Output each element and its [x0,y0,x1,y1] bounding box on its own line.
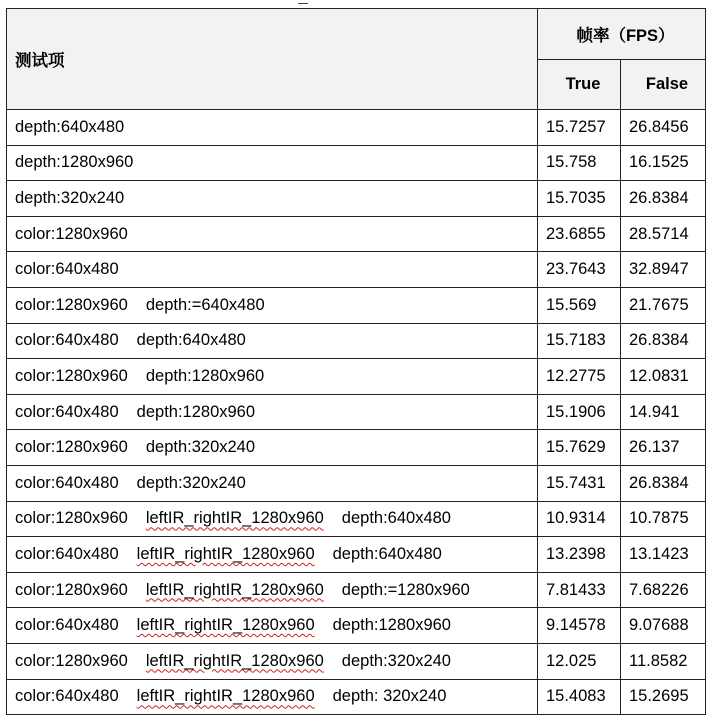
test-item-segment: depth:640x480 [15,117,125,136]
test-item-segment: leftIR_rightIR_1280x960 [145,651,324,670]
test-item-cell [7,608,538,644]
test-item-segment: color:640x480 [15,616,119,635]
table-row [7,145,706,181]
test-item-segment: depth:1280x960 [332,616,451,635]
test-item-segment: depth:320x240 [341,651,451,670]
test-item-segment: depth:320x240 [145,438,256,457]
test-item-segment: depth:1280x960 [145,366,265,385]
fps-true-cell: 15.1906 [538,394,621,430]
false-column-header: False [621,60,706,110]
fps-true-cell: 12.025 [538,643,621,679]
test-item-segment: color:1280x960 [15,295,128,314]
test-item-cell [7,216,538,252]
test-item-segment: depth:=640x480 [145,295,265,314]
table-row [7,181,706,217]
test-item-segment: depth:=1280x960 [341,580,470,599]
fps-false-cell: 15.2695 [621,679,706,715]
top-divider-mark [298,0,308,4]
fps-true-cell: 7.81433 [538,572,621,608]
test-item-cell [7,394,538,430]
table-row [7,643,706,679]
fps-true-cell: 12.2775 [538,359,621,395]
test-item-segment: color:1280x960 [15,224,128,243]
table-row [7,501,706,537]
fps-true-cell: 10.9314 [538,501,621,537]
test-item-cell [7,252,538,288]
table-row [7,608,706,644]
fps-false-cell: 26.8384 [621,323,706,359]
test-item-cell [7,181,538,217]
table-row [7,465,706,501]
fps-true-cell: 15.7183 [538,323,621,359]
table-row [7,572,706,608]
fps-true-cell: 23.7643 [538,252,621,288]
fps-false-cell: 10.7875 [621,501,706,537]
test-item-cell [7,430,538,466]
test-item-segment: leftIR_rightIR_1280x960 [136,544,315,563]
fps-true-cell: 23.6855 [538,216,621,252]
table-row [7,252,706,288]
fps-false-cell: 16.1525 [621,145,706,181]
table-row [7,430,706,466]
test-item-cell [7,359,538,395]
test-item-segment: depth:640x480 [332,544,442,563]
fps-false-cell: 26.8384 [621,465,706,501]
table-header-row [7,9,706,60]
fps-false-cell: 12.0831 [621,359,706,395]
fps-false-cell: 28.5714 [621,216,706,252]
test-item-segment: leftIR_rightIR_1280x960 [145,509,324,528]
fps-true-cell: 15.569 [538,287,621,323]
test-item-segment: color:640x480 [15,544,119,563]
fps-false-cell: 9.07688 [621,608,706,644]
table-row [7,110,706,146]
true-column-header: True [538,60,621,110]
fps-false-cell: 13.1423 [621,537,706,573]
fps-true-cell: 15.7431 [538,465,621,501]
test-item-segment: color:1280x960 [15,580,128,599]
test-item-segment: depth:640x480 [136,331,246,350]
fps-results-table [6,8,706,715]
test-item-cell [7,145,538,181]
test-item-segment: leftIR_rightIR_1280x960 [136,616,315,635]
test-item-segment: depth:640x480 [341,509,451,528]
fps-false-cell: 32.8947 [621,252,706,288]
fps-true-cell: 9.14578 [538,608,621,644]
test-item-segment: leftIR_rightIR_1280x960 [145,580,324,599]
item-column-header: 测试项 [7,9,538,110]
test-item-segment: depth:1280x960 [15,153,134,172]
table-row [7,679,706,715]
fps-true-cell: 15.7629 [538,430,621,466]
test-item-cell [7,537,538,573]
test-item-cell [7,643,538,679]
test-item-segment: color:1280x960 [15,509,128,528]
fps-true-cell: 15.7035 [538,181,621,217]
fps-false-cell: 26.8384 [621,181,706,217]
test-item-segment: color:640x480 [15,402,119,421]
table-row [7,323,706,359]
test-item-segment: color:1280x960 [15,438,128,457]
fps-true-cell: 15.7257 [538,110,621,146]
fps-true-cell: 15.758 [538,145,621,181]
test-item-segment: color:640x480 [15,473,119,492]
test-item-segment: depth:320x240 [15,188,125,207]
test-item-segment: color:1280x960 [15,651,128,670]
fps-false-cell: 14.941 [621,394,706,430]
fps-column-header: 帧率（FPS） [538,9,706,60]
table-row [7,287,706,323]
test-item-segment: leftIR_rightIR_1280x960 [136,687,315,706]
test-item-segment: color:1280x960 [15,366,128,385]
fps-false-cell: 26.137 [621,430,706,466]
test-item-cell [7,679,538,715]
test-item-cell [7,287,538,323]
test-item-cell [7,110,538,146]
test-item-segment: depth:320x240 [136,473,246,492]
fps-true-cell: 15.4083 [538,679,621,715]
table-row [7,394,706,430]
fps-false-cell: 21.7675 [621,287,706,323]
test-item-cell [7,501,538,537]
test-item-segment: depth: 320x240 [332,687,447,706]
test-item-cell [7,572,538,608]
test-item-segment: depth:1280x960 [136,402,256,421]
table-row [7,359,706,395]
fps-false-cell: 11.8582 [621,643,706,679]
fps-true-cell: 13.2398 [538,537,621,573]
test-item-cell [7,465,538,501]
test-item-segment: color:640x480 [15,687,119,706]
fps-false-cell: 7.68226 [621,572,706,608]
test-item-segment: color:640x480 [15,260,119,279]
test-item-segment: color:640x480 [15,331,119,350]
fps-false-cell: 26.8456 [621,110,706,146]
test-item-cell [7,323,538,359]
table-row [7,216,706,252]
table-row [7,537,706,573]
